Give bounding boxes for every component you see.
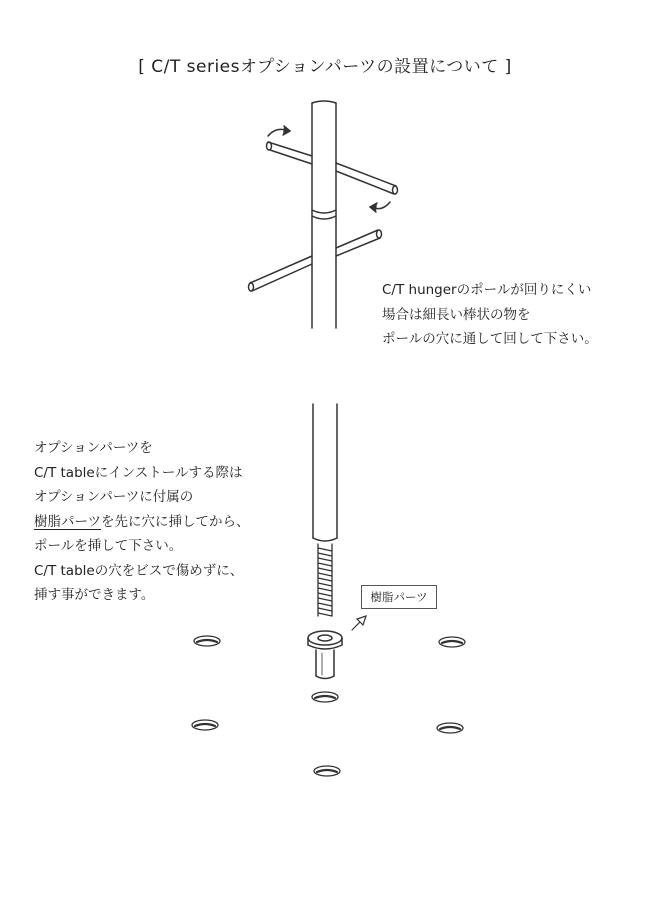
note-line: オプションパーツに付属の bbox=[34, 489, 194, 505]
note-line: オプションパーツを bbox=[34, 440, 153, 456]
note-line: ポールを挿して下さい。 bbox=[34, 538, 183, 554]
resin-part-label: 樹脂パーツ bbox=[361, 585, 437, 609]
lower-pole bbox=[313, 404, 337, 541]
table-hole bbox=[314, 766, 340, 776]
note-line: C/T hungerのポールが回りにくい bbox=[382, 282, 592, 298]
table-hole bbox=[437, 723, 463, 733]
page-title: [ C/T seriesオプションパーツの設置について ] bbox=[138, 57, 512, 77]
note-line: 場合は細長い棒状の物を bbox=[382, 306, 531, 323]
rod-upper bbox=[267, 142, 398, 194]
note-line: ポールの穴に通して回して下さい。 bbox=[382, 331, 598, 347]
note-line: C/T tableの穴をビスで傷めずに、 bbox=[34, 562, 244, 579]
resin-part bbox=[308, 631, 342, 679]
upper-pole bbox=[312, 101, 336, 328]
table-hole bbox=[439, 637, 465, 647]
table-holes bbox=[192, 636, 465, 776]
table-hole bbox=[312, 692, 338, 702]
callout-arrow-icon bbox=[352, 616, 366, 630]
note-line: 挿す事ができます。 bbox=[34, 587, 155, 603]
table-hole bbox=[194, 636, 220, 646]
note-line bbox=[34, 510, 249, 535]
rod-lower bbox=[249, 230, 382, 291]
pole-rotation-note bbox=[382, 278, 598, 352]
note-line-rest: を先に穴に挿してから、 bbox=[100, 513, 250, 530]
rotation-arrow-icon bbox=[268, 126, 390, 212]
screw bbox=[318, 544, 332, 616]
note-line: C/T tableにインストールする際は bbox=[34, 464, 243, 481]
table-hole bbox=[192, 720, 218, 730]
resin-part-term: 樹脂パーツ bbox=[34, 513, 101, 530]
installation-note bbox=[34, 436, 249, 608]
